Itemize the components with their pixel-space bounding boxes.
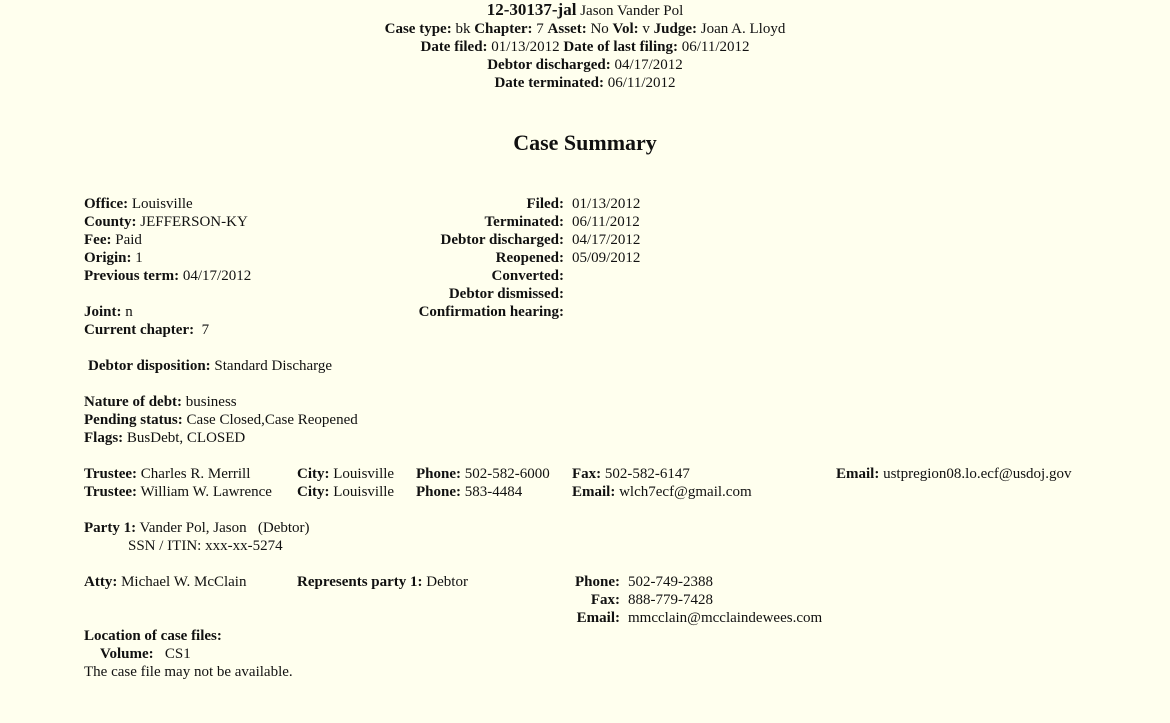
phone-value: 502-582-6000: [464, 466, 550, 482]
case-header-line2: [0, 20, 1170, 38]
fee-value: Paid: [115, 232, 142, 248]
joint-label: Joint:: [84, 304, 122, 320]
page-title: Case Summary: [513, 130, 657, 155]
city-value: Louisville: [333, 466, 395, 482]
disposition-value: Standard Discharge: [214, 358, 333, 374]
previous-term-label: Previous term:: [84, 268, 180, 284]
attorney-email-label: Email:: [576, 610, 620, 626]
case-file-note: The case file may not be available.: [84, 664, 293, 680]
office-row: [84, 195, 193, 213]
email-label: Email:: [836, 466, 880, 482]
city-label: City:: [297, 484, 330, 500]
attorney-name: Michael W. McClain: [121, 574, 247, 590]
nature-value: business: [185, 394, 237, 410]
flags-label: Flags:: [84, 430, 124, 446]
attorney-phone-label: Phone:: [575, 574, 620, 590]
vol-label: Vol:: [612, 21, 639, 37]
office-label: Office:: [84, 196, 129, 212]
confirmation-hearing-label: Confirmation hearing:: [418, 304, 564, 320]
joint-value: n: [125, 304, 133, 320]
attorney-row: [84, 573, 246, 591]
attorney-fax-label: Fax:: [590, 592, 620, 608]
party-label: Party 1:: [84, 520, 137, 536]
case-header-line5: [0, 74, 1170, 92]
origin-value: 1: [135, 250, 143, 266]
trustee-name: William W. Lawrence: [140, 484, 272, 500]
header-terminated-value: 06/11/2012: [607, 75, 676, 91]
current-chapter-row: [84, 321, 209, 339]
header-discharged-label: Debtor discharged:: [487, 57, 611, 73]
nature-row: [84, 393, 237, 411]
party-row: [84, 519, 310, 537]
previous-term-value: 04/17/2012: [182, 268, 252, 284]
party-name: Vander Pol, Jason: [139, 520, 247, 536]
fee-row: [84, 231, 142, 249]
attorney-email-link[interactable]: mmcclain@mcclaindewees.com: [628, 610, 823, 626]
trustee-row: [84, 483, 272, 501]
fax-label: Fax:: [572, 466, 602, 482]
vol-value: v: [642, 21, 650, 37]
flags-value: BusDebt, CLOSED: [126, 430, 246, 446]
current-chapter-value: 7: [201, 322, 210, 338]
phone-value: 583-4484: [464, 484, 523, 500]
county-label: County:: [84, 214, 137, 230]
volume-row: [100, 645, 191, 663]
nature-label: Nature of debt:: [84, 394, 183, 410]
trustee-row: [84, 465, 250, 483]
discharged-value: 04/17/2012: [572, 232, 641, 248]
reopened-label: Reopened:: [495, 250, 564, 266]
asset-value: No: [590, 21, 609, 37]
date-last-filing-value: 06/11/2012: [681, 39, 750, 55]
judge-value: Joan A. Lloyd: [700, 21, 786, 37]
county-row: [84, 213, 248, 231]
party-role: (Debtor): [257, 520, 310, 536]
trustee-city: [297, 483, 394, 501]
converted-label: Converted:: [491, 268, 564, 284]
attorney-phone-value: 502-749-2388: [628, 574, 713, 590]
debtor-name: Jason Vander Pol: [580, 3, 684, 19]
disposition-row: [88, 357, 332, 375]
volume-label: Volume:: [100, 646, 154, 662]
date-filed-label: Date filed:: [420, 39, 488, 55]
current-chapter-label: Current chapter:: [84, 322, 195, 338]
header-discharged-value: 04/17/2012: [614, 57, 683, 73]
filed-value: 01/13/2012: [572, 196, 641, 212]
location-label: [84, 627, 222, 645]
dismissed-label: Debtor dismissed:: [448, 286, 564, 302]
asset-label: Asset:: [547, 21, 587, 37]
case-number: 12-30137-jal: [486, 0, 577, 19]
trustee-fax: [572, 465, 690, 483]
trustee-phone: [416, 483, 522, 501]
email-label: Email:: [572, 484, 616, 500]
chapter-label: Chapter:: [474, 21, 533, 37]
represents-value: Debtor: [426, 574, 468, 590]
case-header-line4: [0, 56, 1170, 74]
filed-label: Filed:: [526, 196, 564, 212]
trustee-name: Charles R. Merrill: [140, 466, 251, 482]
trustee-email-link[interactable]: ustpregion08.lo.ecf@usdoj.gov: [883, 466, 1072, 482]
discharged-label: Debtor discharged:: [440, 232, 564, 248]
trustee-email: [836, 465, 1071, 483]
flags-row: [84, 429, 245, 447]
case-type-value: bk: [455, 21, 471, 37]
location-label-text: Location of case files:: [84, 628, 222, 644]
attorney-fax-value: 888-779-7428: [628, 592, 713, 608]
county-value: JEFFERSON-KY: [140, 214, 248, 230]
pending-value: Case Closed,Case Reopened: [186, 412, 358, 428]
trustee-label: Trustee:: [84, 466, 138, 482]
trustee-email: [572, 483, 752, 501]
city-label: City:: [297, 466, 330, 482]
pending-row: [84, 411, 358, 429]
fee-label: Fee:: [84, 232, 112, 248]
terminated-value: 06/11/2012: [572, 214, 640, 230]
case-type-label: Case type:: [384, 21, 452, 37]
trustee-label: Trustee:: [84, 484, 138, 500]
trustee-email-link[interactable]: wlch7ecf@gmail.com: [619, 484, 752, 500]
previous-term-row: [84, 267, 251, 285]
trustee-phone: [416, 465, 550, 483]
origin-label: Origin:: [84, 250, 132, 266]
disposition-label: Debtor disposition:: [88, 358, 211, 374]
trustee-city: [297, 465, 394, 483]
office-value: Louisville: [131, 196, 193, 212]
pending-label: Pending status:: [84, 412, 183, 428]
header-terminated-label: Date terminated:: [494, 75, 604, 91]
fax-value: 502-582-6147: [604, 466, 690, 482]
date-filed-value: 01/13/2012: [491, 39, 560, 55]
reopened-value: 05/09/2012: [572, 250, 641, 266]
attorney-label: Atty:: [84, 574, 118, 590]
case-header-line3: [0, 38, 1170, 56]
case-header-line1: [0, 1, 1170, 20]
phone-label: Phone:: [416, 484, 461, 500]
date-last-filing-label: Date of last filing:: [563, 39, 678, 55]
volume-value: CS1: [164, 646, 191, 662]
terminated-label: Terminated:: [484, 214, 564, 230]
city-value: Louisville: [333, 484, 395, 500]
origin-row: [84, 249, 143, 267]
judge-label: Judge:: [653, 21, 698, 37]
party-ssn: SSN / ITIN: xxx-xx-5274: [128, 538, 283, 554]
joint-row: [84, 303, 133, 321]
chapter-value: 7: [536, 21, 544, 37]
represents-label: Represents party 1:: [297, 574, 423, 590]
phone-label: Phone:: [416, 466, 461, 482]
